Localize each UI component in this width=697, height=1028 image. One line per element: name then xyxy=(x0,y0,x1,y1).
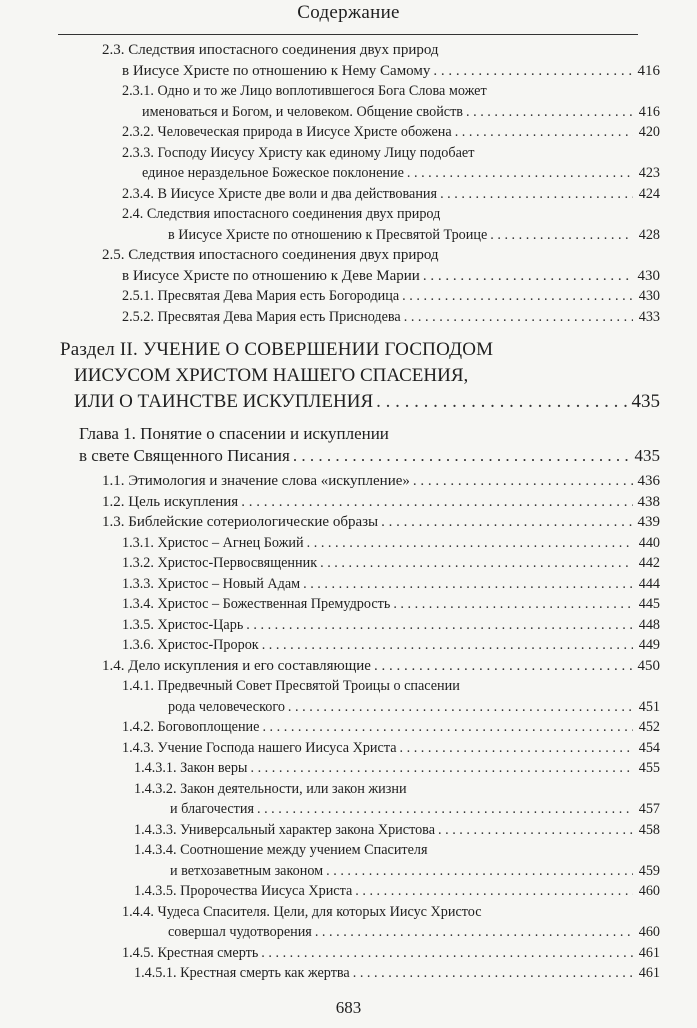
toc-entry-text: 2.5.1. Пресвятая Дева Мария есть Богородица xyxy=(122,288,400,304)
toc-entry-text: 2.5.2. Пресвятая Дева Мария есть Приснодева xyxy=(122,308,401,325)
toc-entry-text: 1.3.6. Христос-Пророк xyxy=(122,637,259,653)
dot-leader xyxy=(407,163,633,184)
toc-entry-text: 1.4.5.1. Крестная смерть как жертва xyxy=(134,965,350,981)
toc-entry-text: 2.3.3. Господу Иисусу Христу как единому Лицу подобает xyxy=(122,144,475,161)
toc-entry-2-3[interactable] xyxy=(0,40,660,81)
dot-leader xyxy=(490,225,633,246)
toc-entry-1-4[interactable] xyxy=(0,656,660,677)
toc-entry-text: совершал чудотворения xyxy=(168,924,312,940)
page-number: 461 xyxy=(638,944,660,961)
toc-entry-1-3[interactable] xyxy=(0,512,660,533)
page-number: 416 xyxy=(638,103,660,120)
toc-entry-1-1[interactable] xyxy=(0,471,660,492)
page-number: 458 xyxy=(638,821,660,838)
dot-leader xyxy=(466,102,633,123)
page-number: 435 xyxy=(634,446,660,465)
toc-entry-text: 2.3.4. В Иисусе Христе две воли и два действования xyxy=(122,185,438,202)
toc-entry-1-3-4[interactable] xyxy=(0,594,660,615)
page-number: 451 xyxy=(638,698,660,715)
page-number: 428 xyxy=(638,226,660,243)
dot-leader xyxy=(288,697,633,718)
toc-entry-text: 2.3. Следствия ипостасного соединения двух природ xyxy=(102,42,439,58)
page-number: 430 xyxy=(638,288,660,304)
toc-entry-text: 1.2. Цель искупления xyxy=(102,493,239,510)
page-number: 445 xyxy=(638,596,660,612)
toc-entry-text: 1.4.3.1. Закон веры xyxy=(134,760,248,776)
dot-leader xyxy=(315,922,633,943)
toc-entry-text: 1.4.5. Крестная смерть xyxy=(122,944,259,961)
page-number: 459 xyxy=(638,862,660,879)
toc-entry-1-4-3-4[interactable] xyxy=(0,840,660,881)
dot-leader xyxy=(241,492,633,513)
toc-entry-2-5-2[interactable] xyxy=(0,307,660,328)
toc-entry-text: 1.4. Дело искупления и его составляющие xyxy=(102,657,371,674)
page-number: 424 xyxy=(638,185,660,202)
page-number: 454 xyxy=(638,739,660,756)
toc-entry-2-3-4[interactable] xyxy=(0,184,660,205)
page-number: 460 xyxy=(638,924,660,940)
dot-leader xyxy=(261,943,633,964)
dot-leader xyxy=(433,61,633,82)
page-number: 449 xyxy=(638,637,660,653)
toc-entry-text: единое нераздельное Божеское поклонение xyxy=(142,165,404,181)
toc-entry-text: и ветхозаветным законом xyxy=(170,862,324,879)
toc-section-title: Раздел II. УЧЕНИЕ О СОВЕРШЕНИИ ГОСПОДОМ xyxy=(60,339,494,360)
dot-leader xyxy=(374,656,633,677)
toc-entry-2-3-1[interactable] xyxy=(0,81,660,122)
page-number: 439 xyxy=(637,514,660,530)
dot-leader xyxy=(262,717,633,738)
toc-entry-1-3-3[interactable] xyxy=(0,574,660,595)
page-number: 423 xyxy=(638,165,660,181)
toc-chapter-title: в свете Священного Писания xyxy=(79,446,290,465)
toc-entry-text: 1.3.3. Христос – Новый Адам xyxy=(122,575,301,592)
dot-leader xyxy=(376,389,628,415)
header-rule xyxy=(58,34,638,35)
dot-leader xyxy=(381,512,633,533)
toc-entry-text: 2.4. Следствия ипостасного соединения двух природ xyxy=(122,206,441,222)
dot-leader xyxy=(326,861,633,882)
page-number: 433 xyxy=(638,308,660,325)
page-number: 438 xyxy=(637,493,660,510)
page-number: 460 xyxy=(638,883,660,899)
page-number: 440 xyxy=(638,534,660,551)
toc-entry-text: 1.3. Библейские сотериологические образы xyxy=(102,514,379,530)
toc-entry-1-4-3-5[interactable] xyxy=(0,881,660,902)
toc-section-title: ИИСУСОМ ХРИСТОМ НАШЕГО СПАСЕНИЯ, xyxy=(74,365,469,386)
dot-leader xyxy=(307,533,633,554)
toc-entry-text: в Иисусе Христе по отношению к Нему Самому xyxy=(122,62,431,79)
dot-leader xyxy=(250,758,633,779)
page-number: 444 xyxy=(638,575,660,592)
toc-entry-1-4-3[interactable] xyxy=(0,738,660,759)
toc-entry-1-4-5-1[interactable] xyxy=(0,963,660,984)
toc-entry-text: 1.4.3.3. Универсальный характер закона Христова xyxy=(134,821,435,838)
toc-entry-text: 1.3.1. Христос – Агнец Божий xyxy=(122,534,304,551)
dot-leader xyxy=(293,445,632,467)
dot-leader xyxy=(400,738,634,759)
toc-entry-text: 1.4.3. Учение Господа нашего Иисуса Христа xyxy=(122,739,397,756)
page-number: 448 xyxy=(638,616,660,633)
dot-leader xyxy=(438,820,633,841)
dot-leader xyxy=(246,615,633,636)
dot-leader xyxy=(440,184,633,205)
dot-leader xyxy=(320,553,633,574)
toc-entry-text: 1.4.1. Предвечный Совет Пресвятой Троицы о спасении xyxy=(122,678,460,694)
toc-entry-2-3-2[interactable] xyxy=(0,122,660,143)
page-number: 455 xyxy=(638,760,660,776)
toc-entry-text: 2.3.2. Человеческая природа в Иисусе Христе обожена xyxy=(122,124,452,140)
toc-entry-1-4-3-3[interactable] xyxy=(0,820,660,841)
toc-entry-text: 1.4.3.5. Пророчества Иисуса Христа xyxy=(134,883,353,899)
toc-entry-1-3-5[interactable] xyxy=(0,615,660,636)
toc-entry-text: 2.5. Следствия ипостасного соединения двух природ xyxy=(102,247,439,263)
page-number: 461 xyxy=(638,965,660,981)
page-number: 430 xyxy=(637,267,660,284)
toc-entry-text: 1.3.2. Христос-Первосвященник xyxy=(122,555,318,571)
running-header: Содержание xyxy=(297,2,400,23)
page-number: 450 xyxy=(637,657,660,674)
toc-entry-1-4-5[interactable] xyxy=(0,943,660,964)
toc-section-title: ИЛИ О ТАИНСТВЕ ИСКУПЛЕНИЯ xyxy=(74,391,374,412)
toc-chapter-title: Глава 1. Понятие о спасении и искуплении xyxy=(79,424,389,443)
dot-leader xyxy=(303,574,633,595)
toc-entry-1-4-3-2[interactable] xyxy=(0,779,660,820)
toc-entry-1-4-1[interactable] xyxy=(0,676,660,717)
toc-entry-text: 1.4.2. Боговоплощение xyxy=(122,719,260,735)
page-number: 416 xyxy=(637,62,660,79)
page-number: 420 xyxy=(638,124,660,140)
toc-entry-1-4-4[interactable] xyxy=(0,902,660,943)
page-number: 457 xyxy=(638,801,660,817)
toc-chapter-1[interactable] xyxy=(0,423,660,467)
dot-leader xyxy=(413,471,633,492)
dot-leader xyxy=(455,122,633,143)
toc-entry-2-3-3[interactable] xyxy=(0,143,660,184)
dot-leader xyxy=(393,594,633,615)
toc-section-2[interactable] xyxy=(0,337,660,415)
toc-entry-text: 1.3.5. Христос-Царь xyxy=(122,616,244,633)
toc-entry-text: в Иисусе Христе по отношению к Пресвятой Троице xyxy=(168,226,488,243)
dot-leader xyxy=(262,635,633,656)
toc-entry-text: рода человеческого xyxy=(168,698,285,715)
toc-entry-1-4-2[interactable] xyxy=(0,717,660,738)
toc-entry-2-5[interactable] xyxy=(0,245,660,286)
dot-leader xyxy=(353,963,633,984)
dot-leader xyxy=(355,881,633,902)
toc-entry-2-5-1[interactable] xyxy=(0,286,660,307)
toc-entry-2-4[interactable] xyxy=(0,204,660,245)
toc-entry-text: 2.3.1. Одно и то же Лицо воплотившегося Бога Слова может xyxy=(122,83,487,99)
toc-entry-text: 1.1. Этимология и значение слова «искупление» xyxy=(102,473,410,489)
toc-entry-text: 1.4.3.2. Закон деятельности, или закон жизни xyxy=(134,780,407,797)
page-number-footer: 683 xyxy=(335,998,362,1017)
page-number: 442 xyxy=(638,555,660,571)
table-of-contents xyxy=(0,40,697,984)
toc-entry-text: в Иисусе Христе по отношению к Деве Марии xyxy=(122,267,420,284)
dot-leader xyxy=(404,307,633,328)
page-number: 435 xyxy=(631,391,660,412)
dot-leader xyxy=(423,266,633,287)
toc-entry-1-3-6[interactable] xyxy=(0,635,660,656)
toc-entry-text: именоваться и Богом, и человеком. Общение свойств xyxy=(142,103,463,120)
dot-leader xyxy=(257,799,633,820)
toc-entry-text: 1.4.3.4. Соотношение между учением Спасителя xyxy=(134,842,428,858)
toc-entry-text: 1.4.4. Чудеса Спасителя. Цели, для которых Иисус Христос xyxy=(122,903,482,920)
toc-entry-1-3-1[interactable] xyxy=(0,533,660,554)
toc-entry-1-3-2[interactable] xyxy=(0,553,660,574)
toc-entry-text: и благочестия xyxy=(170,801,254,817)
toc-entry-1-4-3-1[interactable] xyxy=(0,758,660,779)
dot-leader xyxy=(402,286,633,307)
toc-entry-1-2[interactable] xyxy=(0,492,660,513)
page-number: 452 xyxy=(638,719,660,735)
page-number: 436 xyxy=(637,473,660,489)
toc-entry-text: 1.3.4. Христос – Божественная Премудрость xyxy=(122,596,391,612)
